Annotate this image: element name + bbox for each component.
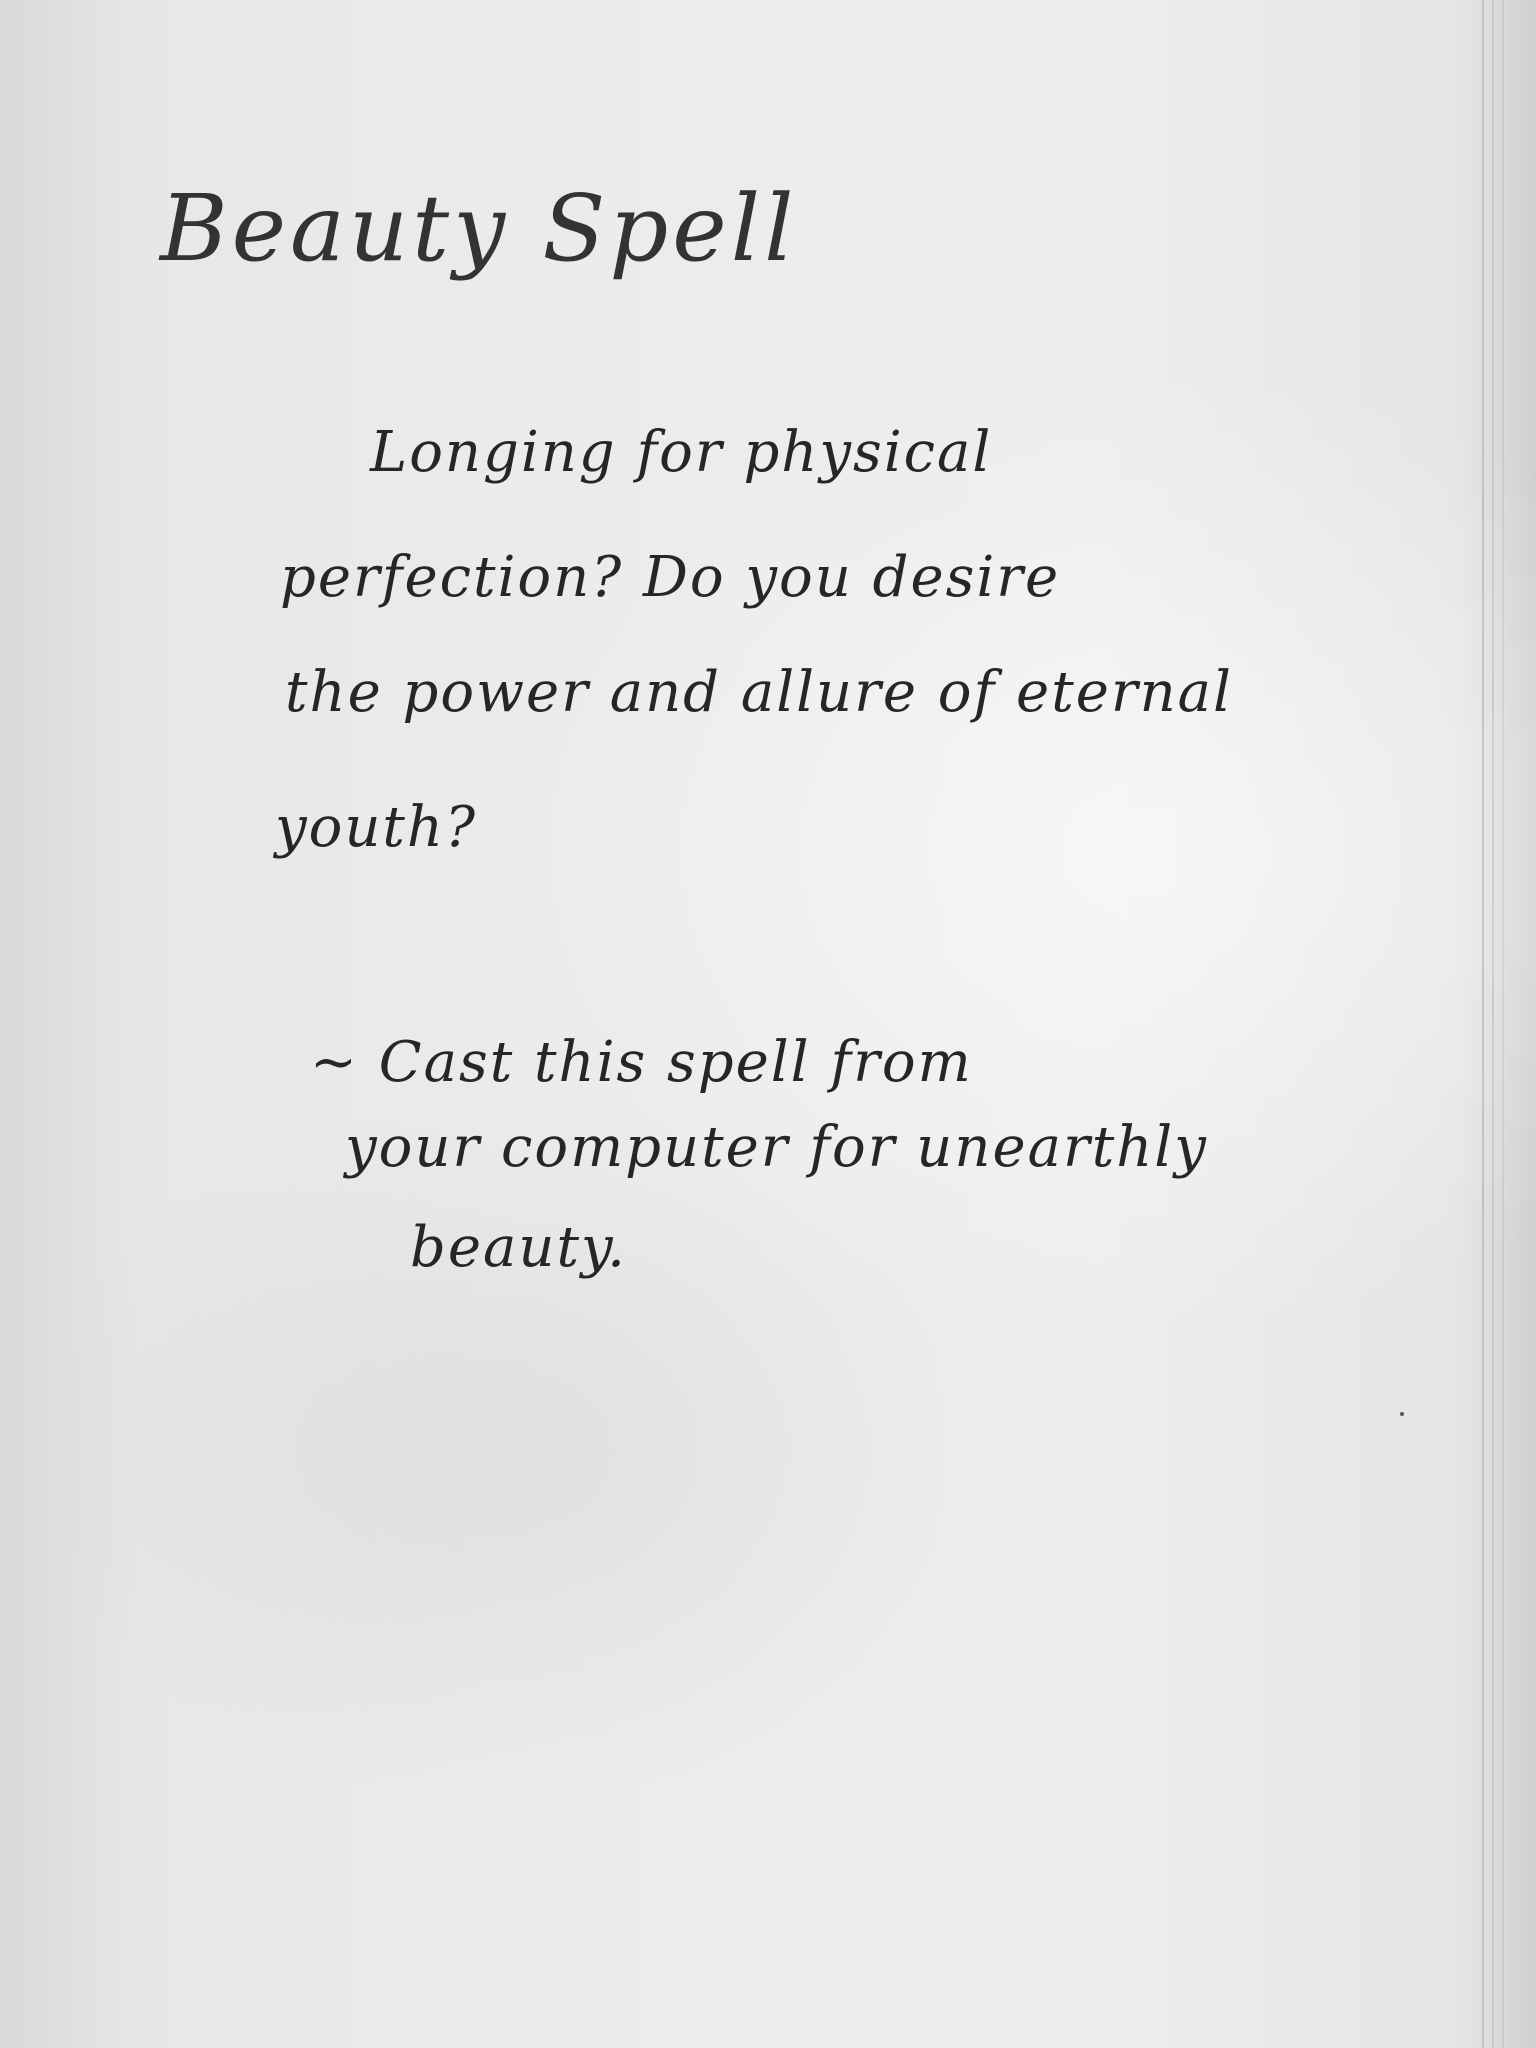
page-edge bbox=[1492, 0, 1494, 2048]
intro-line: youth? bbox=[275, 795, 478, 860]
ink-speck bbox=[1400, 1412, 1404, 1416]
instruction-line: ~ Cast this spell from bbox=[310, 1030, 973, 1095]
page-edge bbox=[1502, 0, 1504, 2048]
intro-line: perfection? Do you desire bbox=[280, 545, 1061, 610]
page-edge bbox=[1482, 0, 1484, 2048]
instruction-line: your computer for unearthly bbox=[345, 1115, 1208, 1180]
intro-line: the power and allure of eternal bbox=[285, 660, 1233, 725]
intro-line: Longing for physical bbox=[370, 420, 993, 485]
instruction-line: beauty. bbox=[410, 1215, 627, 1280]
page-title: Beauty Spell bbox=[160, 175, 798, 282]
